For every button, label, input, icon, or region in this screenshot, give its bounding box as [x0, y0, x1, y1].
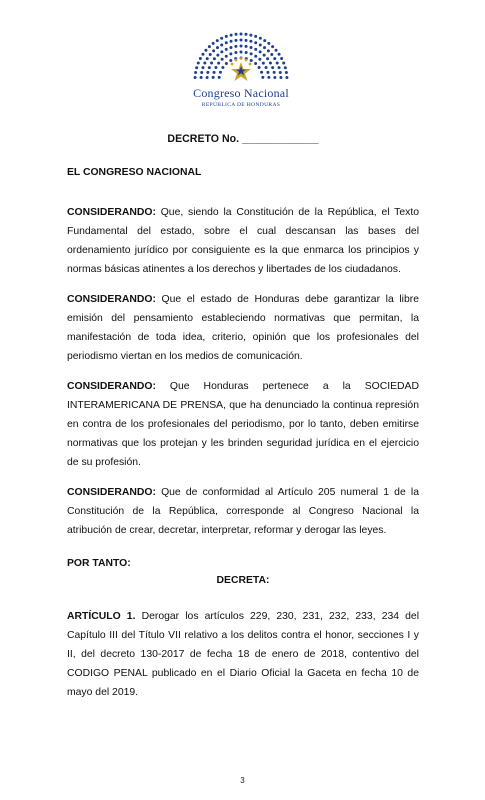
- seat-dot: [220, 50, 223, 53]
- seat-dot: [206, 76, 209, 79]
- issuer-heading: EL CONGRESO NACIONAL: [67, 167, 202, 178]
- seat-dot: [254, 35, 257, 38]
- seat-dot: [267, 42, 270, 45]
- seat-dot: [245, 45, 248, 48]
- seat-dot: [206, 57, 209, 60]
- articulo-label: ARTÍCULO 1.: [67, 611, 136, 622]
- seat-dot: [216, 39, 219, 42]
- seat-dot: [267, 49, 270, 52]
- seat-dot: [234, 51, 237, 54]
- seat-dot: [214, 66, 217, 69]
- seat-dot: [225, 48, 228, 51]
- seat-dot: [200, 71, 203, 74]
- seat-dot: [259, 50, 262, 53]
- seat-dot: [254, 55, 257, 58]
- seat-dot: [240, 39, 243, 42]
- seat-dot: [229, 52, 232, 55]
- seat-dot: [263, 54, 266, 57]
- seat-dot: [275, 49, 278, 52]
- seat-dot: [201, 53, 204, 56]
- articulo-1: [67, 607, 419, 702]
- logo-subtitle: REPÚBLICA DE HONDURAS: [201, 102, 281, 108]
- seat-dot: [259, 43, 262, 46]
- seat-dot: [249, 34, 252, 37]
- considerando-2: [67, 290, 419, 366]
- seat-dot: [220, 37, 223, 40]
- seat-dot: [259, 37, 262, 40]
- seat-dot: [240, 45, 243, 48]
- seat-dot: [273, 57, 276, 60]
- considerando-1: [67, 203, 419, 279]
- seat-dot: [220, 43, 223, 46]
- logo-title: Congreso Nacional: [193, 86, 289, 100]
- seat-dot: [270, 53, 273, 56]
- considerando-label: CONSIDERANDO:: [67, 487, 156, 498]
- decree-title: DECRETO No. _____________: [167, 133, 319, 145]
- seat-dot: [254, 48, 257, 51]
- seat-dot: [212, 76, 215, 79]
- seat-dot: [221, 66, 224, 69]
- considerando-text: Que el estado de Honduras debe garantizar la libre emisión del pensamiento estableciendo normativas que permitan, la manifestación de toda idea, criterio, opinión que los profesionales del periodismo viertan en los medios de comunicación.: [67, 294, 419, 362]
- hemicycle-seal-icon: [186, 20, 296, 86]
- seat-dot: [250, 52, 253, 55]
- seat-dot: [258, 66, 261, 69]
- seat-dot: [249, 40, 252, 43]
- seat-dot: [203, 61, 206, 64]
- seat-dot: [263, 46, 266, 49]
- seat-dot: [234, 45, 237, 48]
- seat-dot: [240, 51, 243, 54]
- seat-dot: [280, 57, 283, 60]
- seat-dot: [212, 49, 215, 52]
- seat-dot: [273, 76, 276, 79]
- seat-dot: [273, 71, 276, 74]
- seat-dot: [217, 62, 220, 65]
- seat-dot: [201, 66, 204, 69]
- seat-dot: [260, 71, 263, 74]
- considerando-text: Que de conformidad al Artículo 205 numeral 1 de la Constitución de la República, corresponde al Congreso Nacional la atribución de crear, decretar, interpretar, reformar y derogar las leyes.: [67, 487, 419, 536]
- seat-dot: [234, 39, 237, 42]
- congreso-nacional-logo: [186, 20, 296, 112]
- seat-dot: [240, 33, 243, 36]
- seat-dot: [244, 33, 247, 36]
- considerando-text: Que Honduras pertenece a la SOCIEDAD INTERAMERICANA DE PRENSA, que ha denunciado la continua represión en contra de los profesionales del periodismo, por lo tanto, deben emitirse normativas que los protejan y les brinden seguridad jurídica en el ejercicio de su profesión.: [67, 381, 419, 468]
- seat-dot: [218, 76, 221, 79]
- seat-dot: [197, 61, 200, 64]
- articulo-text: Derogar los artículos 229, 230, 231, 232, 233, 234 del Capítulo III del Título VII relativo a los delitos contra el honor, secciones I y II, del decreto 130-2017 de fecha 18 de enero de 2018, contentivo del CODIGO PENAL publicado en el Diario Oficial la Gaceta en fecha 10 de mayo del 2019.: [67, 611, 420, 698]
- decreta-heading: DECRETA:: [216, 575, 270, 586]
- seat-dot: [213, 57, 216, 60]
- seat-dot: [271, 45, 274, 48]
- considerando-text: Que, siendo la Constitución de la República, el Texto Fundamental del estado, sobre el cual descansan las bases del ordenamiento jurídico por consiguiente es la que enmarca los principios y normas básicas atinentes a los derechos y libertades de los ciudadanos.: [67, 207, 419, 275]
- seat-dot: [245, 39, 248, 42]
- seat-dot: [230, 40, 233, 43]
- seat-dot: [276, 61, 279, 64]
- seat-dot: [200, 76, 203, 79]
- seat-dot: [261, 76, 264, 79]
- seat-dot: [258, 58, 261, 61]
- seat-dot: [210, 62, 213, 65]
- considerando-3: [67, 377, 419, 472]
- considerando-label: CONSIDERANDO:: [67, 381, 156, 392]
- seat-dot: [199, 57, 202, 60]
- seat-dot: [225, 55, 228, 58]
- seat-dot: [266, 71, 269, 74]
- seat-dot: [225, 62, 228, 65]
- seat-dot: [279, 71, 282, 74]
- seat-dot: [269, 62, 272, 65]
- seat-dot: [212, 42, 215, 45]
- seat-dot: [219, 71, 222, 74]
- seat-dot: [250, 46, 253, 49]
- seat-dot: [194, 76, 197, 79]
- seat-dot: [195, 66, 198, 69]
- seat-dot: [285, 71, 288, 74]
- considerando-label: CONSIDERANDO:: [67, 294, 156, 305]
- seat-dot: [216, 46, 219, 49]
- seat-dot: [284, 66, 287, 69]
- seat-dot: [250, 59, 253, 62]
- considerando-label: CONSIDERANDO:: [67, 207, 156, 218]
- seat-dot: [282, 61, 285, 64]
- seat-dot: [235, 33, 238, 36]
- seat-dot: [225, 41, 228, 44]
- star-emblem-icon: [231, 57, 252, 81]
- seat-dot: [254, 41, 257, 44]
- seat-dot: [278, 66, 281, 69]
- seat-dot: [229, 46, 232, 49]
- seat-dot: [213, 71, 216, 74]
- seat-dot: [263, 39, 266, 42]
- seat-dot: [204, 49, 207, 52]
- seat-dot: [221, 58, 224, 61]
- seat-dot: [266, 57, 269, 60]
- seat-dot: [216, 54, 219, 57]
- seat-dot: [267, 76, 270, 79]
- seat-dot: [225, 35, 228, 38]
- seat-dot: [254, 62, 257, 65]
- seat-dot: [262, 62, 265, 65]
- seat-dot: [208, 45, 211, 48]
- seat-dot: [285, 76, 288, 79]
- seat-dot: [229, 59, 232, 62]
- seat-dot: [265, 66, 268, 69]
- seat-dot: [271, 66, 274, 69]
- seat-dot: [279, 76, 282, 79]
- seat-dot: [230, 34, 233, 37]
- seat-dot: [206, 71, 209, 74]
- seat-dot: [194, 71, 197, 74]
- seat-dot: [245, 51, 248, 54]
- seat-dot: [208, 66, 211, 69]
- considerando-4: [67, 483, 419, 540]
- page-number: 3: [240, 776, 245, 785]
- seat-dot: [278, 53, 281, 56]
- por-tanto-heading: POR TANTO:: [67, 558, 131, 569]
- seat-dot: [209, 53, 212, 56]
